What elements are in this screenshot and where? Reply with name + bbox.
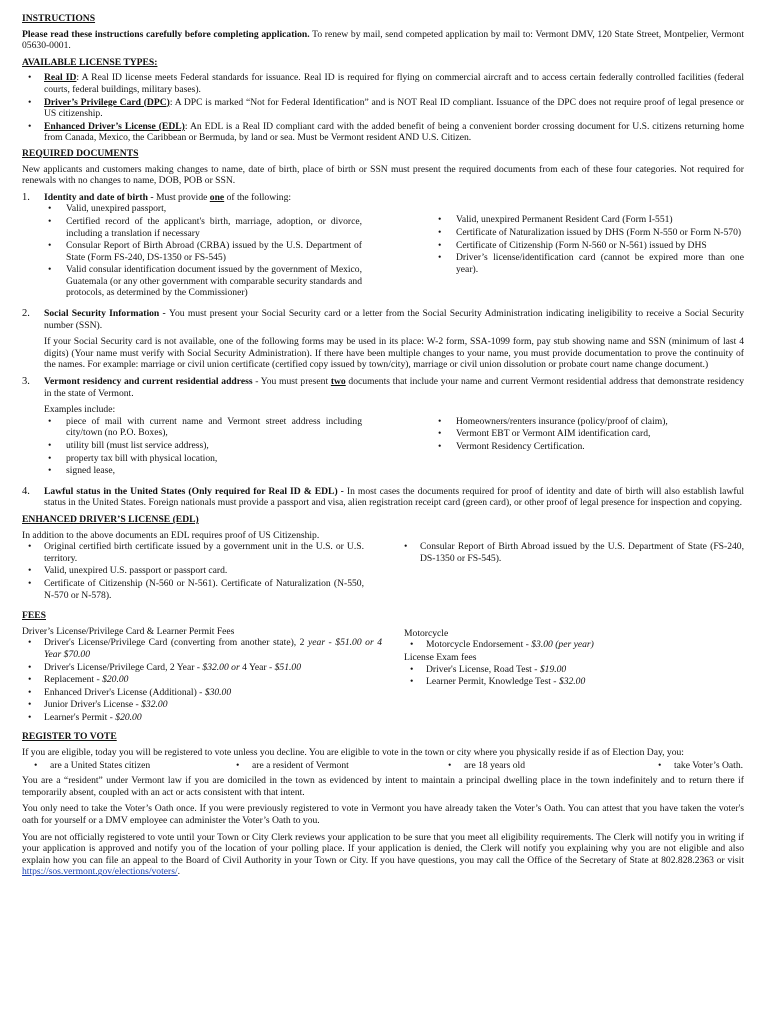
vote-residency: You are a “resident” under Vermont law if you are domiciled in the town as evidenced by intent to maintain a principal dwelling place in the town indefinitely and to return there if temporarily absent, coupled with an act or acts consistent with that intent. (22, 775, 744, 798)
list-item: • Consular Report of Birth Abroad issued by the U.S. Department of State (FS-240, DS-1350 or FS-545). (398, 541, 744, 564)
section-residency: 3. Vermont residency and current residential address - You must present two documents that include your name and current Vermont residential address that demonstrate residency in the state of Vermont. Examples include: • piece of mail with current name and Vermont street address including city/town (no P.O. Boxes), • utility bill (must list service address), • property tax bill with physical location, • signed lease, • Homeowners/renters insurance (policy/proof of claim), • Vermont EBT or Vermont AIM identification card, • Vermont Residency Certification. (22, 376, 744, 482)
license-types-list (22, 72, 744, 144)
residency-examples-label: Examples include: (44, 404, 116, 416)
register-to-vote-heading: REGISTER TO VOTE (22, 731, 117, 743)
edl-list-right (398, 541, 744, 602)
list-item: • are a United States citizen (28, 760, 230, 772)
list-item: • Certified record of the applicant's birth, marriage, adoption, or divorce, including a translation if necessary (44, 216, 362, 239)
required-documents-intro: New applicants and customers making changes to name, date of birth, place of birth or SSN must present the required documents from each of these four categories. Not required for renewals with no changes to name, DOB, POB or SSN. (22, 163, 744, 187)
list-item: • Vermont Residency Certification. (434, 441, 744, 453)
list-item: • Replacement - $20.00 (22, 674, 382, 686)
list-item: • property tax bill with physical location, (44, 453, 362, 465)
fees-right-column (404, 626, 744, 728)
identity-list-right (434, 214, 744, 300)
list-item: • Driver's License/Privilege Card (converting from another state), 2 year - $51.00 or 4 Year $70.00 (22, 637, 382, 660)
instructions-page (22, 10, 744, 883)
fees-subheading: Driver’s License/Privilege Card & Learner Permit Fees (22, 625, 235, 637)
list-item: • Valid consular identification document issued by the government of Mexico, Guatemala (or any other government with comparable security standards and protocols, as determined by the Commissioner) (44, 264, 362, 299)
list-item: • Valid, unexpired Permanent Resident Card (Form I-551) (434, 214, 744, 226)
required-documents-heading: REQUIRED DOCUMENTS (22, 147, 139, 159)
motorcycle-subheading: Motorcycle (404, 627, 449, 639)
section-social-security: 2. Social Security Information - You must present your Social Security card or a letter from the Social Security Administration indicating ineligibility to receive a Social Security number (SSN). If your Social Security card is not available, one of the following forms may be used in its place: W-2 form, SSA-1099 form, pay stub showing name and SSN (minimum of last 4 digits) (Your name must verify with Social Security Administration). If there have been multiple changes to your name, you must provide documentation to prove the continuity of the names. For example: marriage or civil union certificate (certified copy issued by town/city), marriage or civil union dissolution or probate court name change document.) (22, 308, 744, 371)
list-item: • Certificate of Citizenship (N-560 or N-561). Certificate of Naturalization (N-550, N-570 or N-578). (22, 578, 364, 601)
list-item: • Motorcycle Endorsement - $3.00 (per year) (404, 639, 744, 651)
vote-registration: You are not officially registered to vote until your Town or City Clerk reviews your application to be sure that you meet all eligibility requirements. The Clerk will notify you in writing if your application is approved and notify you of the location of your polling place. If your application is denied, the Clerk will notify you explaining why you are not eligible and also explain how you can file an appeal to the Board of Civil Authority in your Town or City. If you have questions, you may call the Office of the Secretary of State at 802.828.2363 or visit https://sos.vermont.gov/elections/voters/. (22, 831, 744, 878)
list-item: • Certificate of Citizenship (Form N-560 or N-561) issued by DHS (434, 240, 744, 252)
residency-list-left (44, 416, 362, 478)
list-item: • utility bill (must list service address), (44, 440, 362, 452)
edl-list-left (22, 541, 364, 602)
list-item: • Homeowners/renters insurance (policy/proof of claim), (434, 416, 744, 428)
list-item: • are 18 years old (442, 760, 652, 772)
list-item: • Driver's License, Road Test - $19.00 (404, 664, 744, 676)
list-item: • Consular Report of Birth Abroad (CRBA) issued by the U.S. Department of State (Form FS-240, DS-1350 or FS-545) (44, 240, 362, 263)
list-item: • Vermont EBT or Vermont AIM identification card, (434, 428, 744, 440)
list-item: • Valid, unexpired passport, (44, 203, 362, 215)
vote-conditions (22, 760, 744, 772)
instructions-intro: Please read these instructions carefully before completing application. To renew by mail, send competed application by mail to: Vermont DMV, 120 State Street, Montpelier, Vermont 05630-0001. (22, 28, 744, 52)
fees-left-column (22, 626, 382, 728)
list-item: • Learner's Permit - $20.00 (22, 712, 382, 724)
license-type-dpc: • Driver’s Privilege Card (DPC): A DPC is marked “Not for Federal Identification” and is NOT Real ID compliant. Issuance of the DPC does not require proof of legal presence or US citizenship. (22, 97, 744, 120)
edl-heading: ENHANCED DRIVER’S LICENSE (EDL) (22, 513, 199, 525)
list-item: • signed lease, (44, 465, 362, 477)
identity-list-left (44, 203, 362, 300)
license-types-heading: AVAILABLE LICENSE TYPES: (22, 56, 158, 68)
license-type-edl: • Enhanced Driver’s License (EDL): An EDL is a Real ID compliant card with the added benefit of being a convenient border crossing document for U.S. citizens returning home from Canada, Mexico, the Caribbean or Bermuda, by land or sea. Must be Vermont resident AND U.S. Citizen. (22, 121, 744, 144)
instructions-heading: INSTRUCTIONS (22, 13, 96, 24)
secretary-of-state-link[interactable]: https://sos.vermont.gov/elections/voters/ (22, 866, 178, 878)
list-item: • piece of mail with current name and Vermont street address including city/town (no P.O. Boxes), (44, 416, 362, 439)
residency-list-right (434, 416, 744, 478)
list-item: • Enhanced Driver's License (Additional) - $30.00 (22, 687, 382, 699)
list-item: • are a resident of Vermont (230, 760, 442, 772)
edl-intro: In addition to the above documents an EDL requires proof of US Citizenship. (22, 529, 320, 541)
list-item: • Original certified birth certificate issued by a government unit in the U.S. or U.S. territory. (22, 541, 364, 564)
section-identity: 1. Identity and date of birth - Must provide one of the following: • Valid, unexpired passport, • Certified record of the applicant's birth, marriage, adoption, or divorce, including a translation if necessary • Consular Report of Birth Abroad (CRBA) issued by the U.S. Department of State (Form FS-240, DS-1350 or FS-545) • Valid consular identification document issued by the government of Mexico, Guatemala (or any other government with comparable security standards and protocols, as determined by the Commissioner) • Valid, unexpired Permanent Resident Card (Form I-551) • Certificate of Naturalization issued by DHS (Form N-550 or Form N-570) • Certificate of Citizenship (Form N-560 or N-561) issued by DHS • Driver’s license/identification card (cannot be expired more than one year). (22, 192, 744, 304)
exam-fees-subheading: License Exam fees (404, 651, 477, 663)
fees-heading: FEES (22, 610, 46, 622)
list-item: • Junior Driver's License - $32.00 (22, 699, 382, 711)
section-lawful-status: 4. Lawful status in the United States (Only required for Real ID & EDL) - In most cases the documents required for proof of identity and date of birth will also establish lawful status in the United States. Foreign nationals must provide a passport and visa, alien registration receipt card (green card), or other proof of legal presence for inspection and copying. (22, 485, 744, 509)
list-item: • take Voter’s Oath. (652, 760, 743, 772)
license-type-real-id: • Real ID: A Real ID license meets Federal standards for issuance. Real ID is required for flying on commercial aircraft and to access certain federally controlled facilities (federal courts, federal buildings, military bases). (22, 72, 744, 95)
list-item: • Driver’s license/identification card (cannot be expired more than one year). (434, 252, 744, 275)
list-item: • Certificate of Naturalization issued by DHS (Form N-550 or Form N-570) (434, 227, 744, 239)
motorcycle-fees-list (404, 639, 744, 651)
list-item: • Valid, unexpired U.S. passport or passport card. (22, 565, 364, 577)
social-security-alternatives: If your Social Security card is not available, one of the following forms may be used in its place: W-2 form, SSA-1099 form, pay stub showing name and SSN (minimum of last 4 digits) (Your name must verify with Social Security Administration). If there have been multiple changes to your name, you must provide documentation to prove the continuity of the names. For example: marriage or civil union certificate (certified copy issued by town/city), marriage or civil union dissolution or probate court name change document.) (44, 336, 744, 371)
exam-fees-list (404, 664, 744, 688)
vote-eligibility: If you are eligible, today you will be registered to vote unless you decline. You are eligible to vote in the town or city where you physically reside if as of Election Day, you: (22, 747, 684, 759)
list-item: • Learner Permit, Knowledge Test - $32.00 (404, 676, 744, 688)
license-fees-list (22, 637, 382, 723)
vote-oath: You only need to take the Voter’s Oath once. If you were previously registered to vote in Vermont you have already taken the Voter’s Oath. You can attest that you have taken the voter's oath for yourself or a DMV employee can administer the Voter’s Oath to you. (22, 803, 744, 827)
list-item: • Driver's License/Privilege Card, 2 Year - $32.00 or 4 Year - $51.00 (22, 662, 382, 674)
